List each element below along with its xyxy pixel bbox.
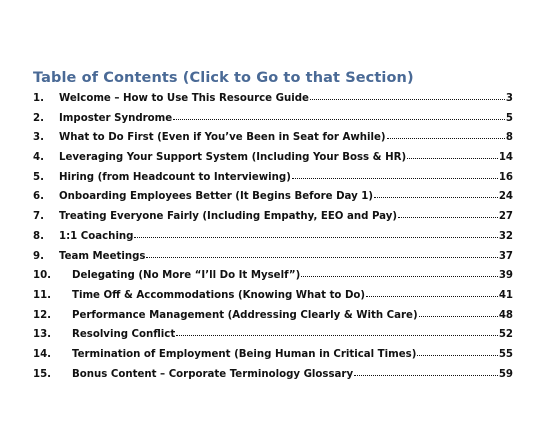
toc-entry-page[interactable]: 5	[505, 112, 513, 124]
toc-dot-leader	[398, 217, 498, 218]
toc-entry-number: 7.	[33, 211, 44, 223]
toc-entry-page[interactable]: 16	[498, 171, 513, 183]
toc-entry-number: 4.	[33, 152, 44, 164]
toc-entry-onboarding[interactable]	[33, 191, 513, 211]
toc-entry-number: 2.	[33, 112, 44, 124]
toc-list	[33, 93, 513, 388]
toc-dot-leader	[366, 296, 498, 297]
toc-entry-what-to-do-first[interactable]	[33, 132, 513, 152]
toc-dot-leader	[417, 355, 497, 356]
toc-entry-label[interactable]: Imposter Syndrome	[59, 112, 173, 124]
toc-entry-page[interactable]: 55	[498, 348, 513, 360]
toc-dot-leader	[301, 276, 498, 277]
toc-entry-page[interactable]: 39	[498, 270, 513, 282]
toc-entry-number: 12.	[33, 309, 52, 321]
toc-entry-page[interactable]: 27	[498, 211, 513, 223]
toc-entry-page[interactable]: 32	[498, 230, 513, 242]
toc-entry-label[interactable]: Welcome – How to Use This Resource Guide	[59, 93, 309, 104]
toc-entry-label[interactable]: Termination of Employment (Being Human in Critical Times)	[72, 348, 417, 360]
toc-entry-page[interactable]: 52	[498, 329, 513, 341]
toc-entry-number: 5.	[33, 171, 44, 183]
toc-dot-leader	[134, 237, 497, 238]
toc-entry-label[interactable]: What to Do First (Even if You’ve Been in Seat for Awhile)	[59, 132, 386, 144]
toc-dot-leader	[176, 335, 498, 336]
toc-dot-leader	[354, 375, 498, 376]
toc-entry-label[interactable]: Performance Management (Addressing Clearly & With Care)	[72, 309, 418, 321]
toc-dot-leader	[407, 158, 498, 159]
toc-dot-leader	[146, 257, 497, 258]
toc-entry-number: 9.	[33, 250, 44, 262]
toc-dot-leader	[292, 178, 498, 179]
toc-dot-leader	[374, 197, 498, 198]
toc-dot-leader	[387, 138, 505, 139]
toc-entry-imposter-syndrome[interactable]	[33, 113, 513, 133]
toc-title: Table of Contents (Click to Go to that Section)	[33, 70, 414, 86]
toc-entry-label[interactable]: 1:1 Coaching	[59, 230, 134, 242]
toc-entry-hiring[interactable]	[33, 172, 513, 192]
toc-entry-page[interactable]: 8	[505, 132, 513, 144]
toc-entry-performance-management[interactable]	[33, 310, 513, 330]
toc-entry-label[interactable]: Onboarding Employees Better (It Begins Before Day 1)	[59, 191, 374, 203]
toc-entry-label[interactable]: Time Off & Accommodations (Knowing What to Do)	[72, 289, 366, 301]
toc-entry-number: 3.	[33, 132, 44, 144]
toc-entry-number: 1.	[33, 93, 44, 104]
toc-entry-delegating[interactable]	[33, 270, 513, 290]
toc-entry-page[interactable]: 59	[498, 368, 513, 380]
toc-entry-page[interactable]: 48	[498, 309, 513, 321]
toc-entry-number: 13.	[33, 329, 52, 341]
toc-entry-number: 15.	[33, 368, 52, 380]
table-of-contents	[33, 70, 513, 388]
toc-entry-treating-fairly[interactable]	[33, 211, 513, 231]
toc-entry-page[interactable]: 24	[498, 191, 513, 203]
toc-entry-label[interactable]: Delegating (No More “I’ll Do It Myself”)	[72, 270, 301, 282]
toc-entry-page[interactable]: 37	[498, 250, 513, 262]
toc-entry-bonus-glossary[interactable]	[33, 369, 513, 389]
toc-entry-page[interactable]: 14	[498, 152, 513, 164]
toc-dot-leader	[310, 99, 505, 100]
toc-entry-termination[interactable]	[33, 349, 513, 369]
toc-entry-number: 14.	[33, 348, 52, 360]
toc-entry-number: 11.	[33, 289, 52, 301]
toc-entry-label[interactable]: Team Meetings	[59, 250, 146, 262]
toc-entry-label[interactable]: Leveraging Your Support System (Including Your Boss & HR)	[59, 152, 407, 164]
toc-entry-time-off[interactable]	[33, 290, 513, 310]
toc-entry-team-meetings[interactable]	[33, 251, 513, 271]
toc-entry-welcome[interactable]	[33, 93, 513, 113]
toc-entry-number: 10.	[33, 270, 52, 282]
toc-entry-coaching[interactable]	[33, 231, 513, 251]
toc-dot-leader	[419, 316, 498, 317]
toc-entry-label[interactable]: Hiring (from Headcount to Interviewing)	[59, 171, 291, 183]
toc-entry-page[interactable]: 41	[498, 289, 513, 301]
toc-entry-label[interactable]: Bonus Content – Corporate Terminology Glossary	[72, 368, 354, 380]
toc-entry-number: 8.	[33, 230, 44, 242]
toc-entry-label[interactable]: Resolving Conflict	[72, 329, 176, 341]
toc-dot-leader	[173, 119, 505, 120]
toc-entry-resolving-conflict[interactable]	[33, 329, 513, 349]
toc-entry-number: 6.	[33, 191, 44, 203]
toc-entry-support-system[interactable]	[33, 152, 513, 172]
toc-entry-label[interactable]: Treating Everyone Fairly (Including Empathy, EEO and Pay)	[59, 211, 398, 223]
toc-entry-page[interactable]: 3	[505, 93, 513, 104]
